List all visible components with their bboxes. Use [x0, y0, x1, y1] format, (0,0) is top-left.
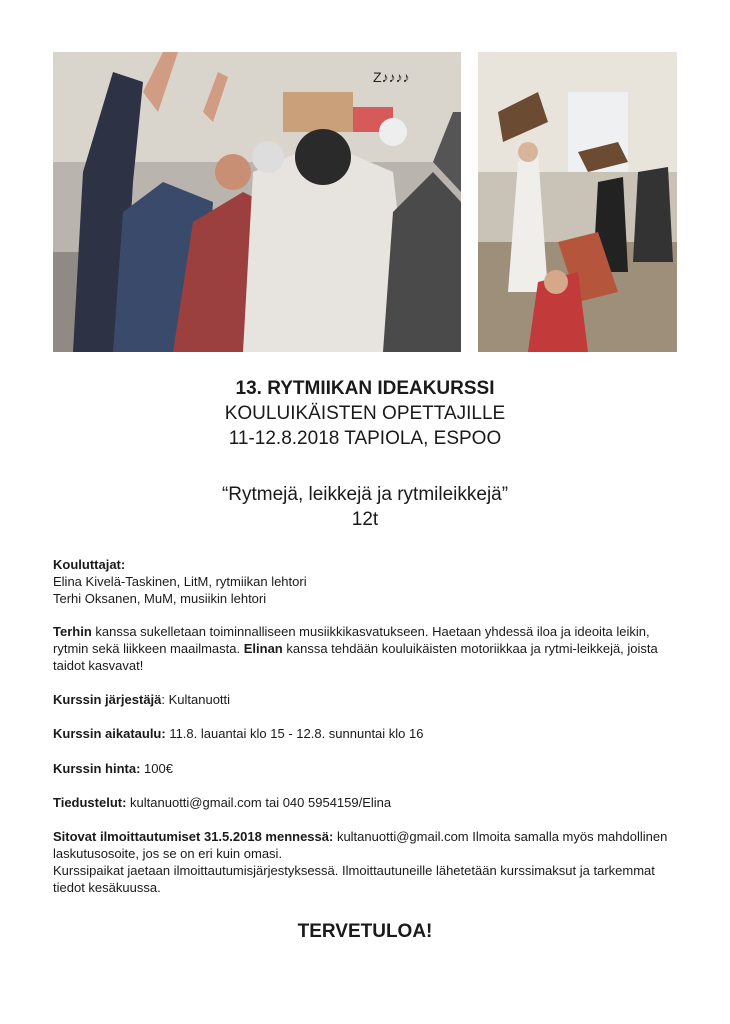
intro-name-1: Terhin	[53, 624, 92, 639]
registration-label: Sitovat ilmoittautumiset 31.5.2018 mennessä:	[53, 829, 334, 844]
trainers-section	[53, 556, 683, 607]
welcome-text: TERVETULOA!	[297, 921, 433, 942]
inquiries-line	[53, 794, 683, 811]
course-name: 13. RYTMIIKAN IDEAKURSSI	[235, 378, 495, 399]
course-hours: 12t	[351, 509, 379, 530]
registration-section	[53, 828, 683, 896]
course-motto: “Rytmejä, leikkejä ja rytmileikkejä”	[221, 484, 509, 505]
zzz-sign: Z♪♪♪♪	[373, 69, 410, 85]
chair-exercise-photo	[478, 52, 677, 352]
schedule-line	[53, 725, 683, 742]
trainers-label: Kouluttajat:	[53, 557, 126, 572]
intro-text-2: kanssa tehdään kouluikäisten motoriikkaa ja rytmi-leikkejä, joista taidot kasvavat!	[53, 641, 658, 673]
course-subtitle	[0, 482, 730, 532]
trainer-2: Terhi Oksanen, MuM, musiikin lehtori	[53, 591, 267, 606]
trainer-1: Elina Kivelä-Taskinen, LitM, rytmiikan lehtori	[53, 574, 307, 589]
course-title	[0, 376, 730, 451]
course-audience: KOULUIKÄISTEN OPETTAJILLE	[224, 403, 506, 424]
registration-text-2: Kurssipaikat jaetaan ilmoittautumisjärjestyksessä. Ilmoittautuneille lähetetään kurssimaksut ja tarkemmat tiedot kesäkuussa.	[53, 863, 655, 895]
course-date-location: 11-12.8.2018 TAPIOLA, ESPOO	[228, 428, 502, 449]
intro-name-2: Elinan	[243, 641, 283, 656]
organizer-value: : Kultanuotti	[161, 692, 231, 707]
dance-class-photo	[53, 52, 461, 352]
price-label: Kurssin hinta:	[53, 761, 141, 776]
registration-text-1: kultanuotti@gmail.com Ilmoita samalla myös mahdollinen laskutusosoite, jos se on eri kuin omasi.	[53, 829, 668, 861]
inquiries-label: Tiedustelut:	[53, 795, 127, 810]
intro-text-1: kanssa sukelletaan toiminnalliseen musiikkikasvatukseen. Haetaan yhdessä iloa ja ideoita leikin, rytmin sekä liikkeen maailmasta.	[53, 624, 650, 656]
organizer-label: Kurssin järjestäjä	[53, 692, 162, 707]
schedule-label: Kurssin aikataulu:	[53, 726, 166, 741]
organizer-line	[53, 691, 683, 708]
intro-paragraph	[53, 623, 683, 674]
inquiries-value: kultanuotti@gmail.com tai 040 5954159/Elina	[126, 795, 392, 810]
schedule-value: 11.8. lauantai klo 15 - 12.8. sunnuntai klo 16	[165, 726, 424, 741]
price-value: 100€	[140, 761, 173, 776]
price-line	[53, 760, 683, 777]
